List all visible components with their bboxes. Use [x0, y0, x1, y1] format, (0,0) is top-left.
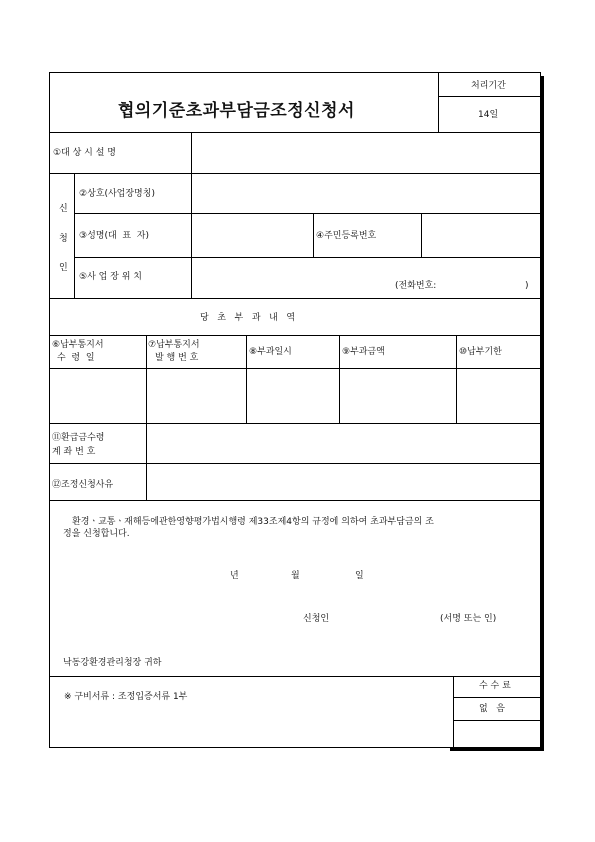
refund-account-label-2: 계 좌 번 호 [52, 447, 96, 457]
applicant-char-1: 신 [59, 204, 68, 214]
levy-col5-label: ⑩납부기한 [459, 347, 502, 357]
date-month: 월 [291, 571, 300, 581]
fee-label: 수 수 료 [479, 681, 511, 691]
processing-period-label: 처리기간 [471, 81, 506, 91]
processing-divider [438, 96, 541, 97]
levy-heading: 당 초 부 과 내 역 [200, 313, 296, 323]
fee-value: 없 음 [479, 704, 505, 714]
form-title: 협의기준초과부담금조정신청서 [118, 101, 355, 121]
row-line [74, 213, 541, 214]
levy-col1-label-1: ⑥납부통지서 [52, 340, 104, 350]
levy-col3-label: ⑧부과일시 [249, 347, 292, 357]
header-divider [438, 72, 439, 132]
applicant-signature-label: 신청인 [303, 614, 330, 624]
addressee: 낙동강환경관리청장 귀하 [63, 658, 162, 668]
resident-label-line-right [421, 213, 422, 257]
processing-period-value: 14일 [478, 110, 499, 120]
facility-name-label: ①대 상 시 설 명 [53, 148, 116, 158]
fee-column-line [453, 676, 454, 748]
business-name-label: ②상호(사업장명칭) [79, 189, 155, 199]
levy-column-line [146, 335, 147, 500]
date-year: 년 [230, 571, 239, 581]
header-bottom-line [49, 132, 541, 133]
row-line [49, 298, 541, 299]
resident-label-line-left [313, 213, 314, 257]
levy-column-line [339, 335, 340, 423]
frame-shadow-bottom [450, 748, 544, 751]
required-documents: ※ 구비서류 : 조정입증서류 1부 [64, 692, 188, 702]
phone-label: (전화번호: [395, 281, 437, 291]
row-line [74, 257, 541, 258]
row-line [49, 676, 541, 677]
levy-col1-label-2: 수 령 일 [57, 353, 95, 363]
frame-shadow-right [541, 76, 544, 750]
fee-divider [453, 697, 541, 698]
row-line [49, 423, 541, 424]
row-line [49, 463, 541, 464]
adjustment-reason-label: ⑫조정신청사유 [52, 480, 114, 490]
signature-note: (서명 또는 인) [440, 614, 497, 624]
row-line [49, 368, 541, 369]
fee-bottom-line [453, 720, 541, 721]
representative-label: ③성명(대 표 자) [79, 231, 150, 241]
phone-close: ) [525, 281, 529, 291]
statement-line-2: 정을 신청합니다. [63, 529, 130, 539]
row-line [49, 173, 541, 174]
levy-column-line [246, 335, 247, 423]
levy-column-line [456, 335, 457, 423]
resident-number-label: ④주민등록번호 [316, 231, 377, 241]
levy-col2-label-1: ⑦납부통지서 [148, 340, 200, 350]
applicant-char-3: 인 [59, 263, 68, 273]
refund-account-label-1: ⑪환급금수령 [52, 433, 105, 443]
date-day: 일 [355, 571, 364, 581]
business-location-label: ⑤사 업 장 위 치 [79, 272, 142, 282]
statement-line-1: 환경ㆍ교통ㆍ재해등에관한영향평가법시행령 제33조제4항의 규정에 의하여 초과부담금의 조 [72, 517, 434, 527]
row-line [49, 335, 541, 336]
levy-col2-label-2: 발 행 번 호 [155, 353, 199, 363]
applicant-char-2: 청 [59, 234, 68, 244]
applicant-column-line [74, 173, 75, 298]
levy-col4-label: ⑨부과금액 [342, 347, 385, 357]
row-line [49, 500, 541, 501]
label-column-line [191, 132, 192, 298]
